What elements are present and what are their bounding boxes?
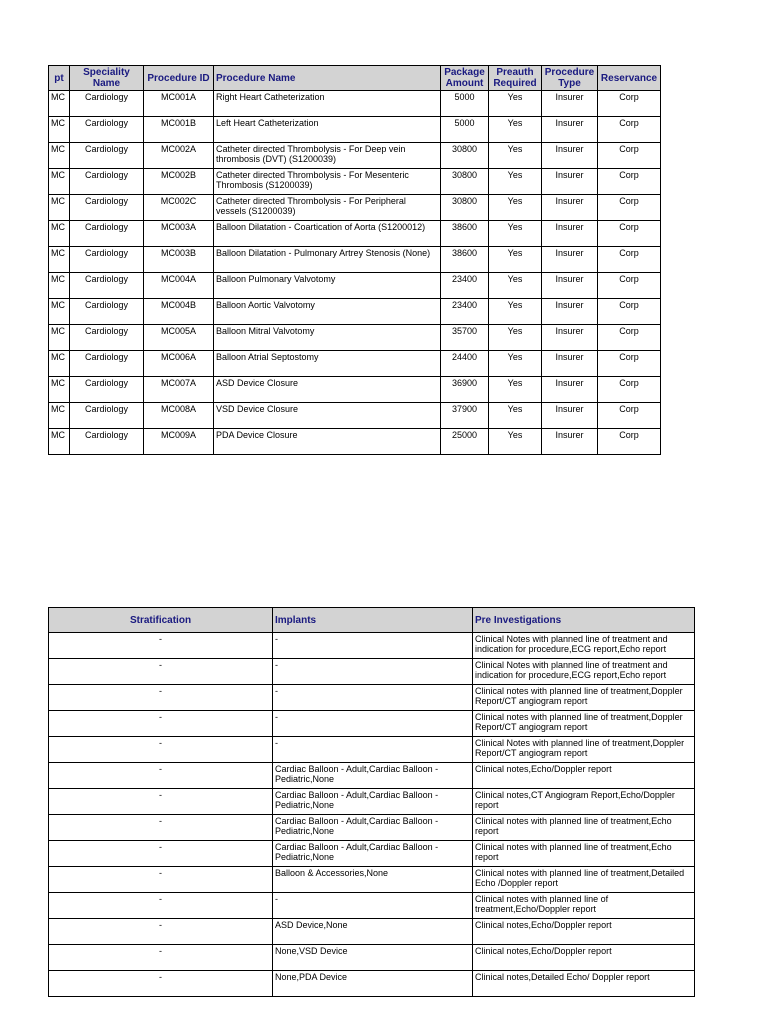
procedure-name-cell: VSD Device Closure <box>214 403 441 429</box>
procedure-id-cell: MC004A <box>144 273 214 299</box>
speciality-cell: Cardiology <box>70 195 144 221</box>
speciality-cell: Cardiology <box>70 247 144 273</box>
pt-cell: MC <box>49 195 70 221</box>
procedure-row <box>49 195 661 221</box>
pt-cell: MC <box>49 221 70 247</box>
preauth-cell: Yes <box>489 169 542 195</box>
details-row <box>49 945 695 971</box>
reservance-cell: Corp <box>598 91 661 117</box>
implants-cell: Balloon & Accessories,None <box>273 867 473 893</box>
procedure-name-cell: Catheter directed Thrombolysis - For Deep vein thrombosis (DVT) (S1200039) <box>214 143 441 169</box>
stratification-cell: - <box>49 893 273 919</box>
details-row <box>49 971 695 997</box>
pre-investigations-cell: Clinical notes,CT Angiogram Report,Echo/Doppler report <box>473 789 695 815</box>
details-row <box>49 659 695 685</box>
speciality-cell: Cardiology <box>70 221 144 247</box>
pt-cell: MC <box>49 169 70 195</box>
details-row <box>49 841 695 867</box>
package-amount-cell: 38600 <box>441 247 489 273</box>
stratification-cell: - <box>49 841 273 867</box>
details-row <box>49 711 695 737</box>
stratification-cell: - <box>49 867 273 893</box>
col-header-preauth-required: Preauth Required <box>489 66 542 91</box>
col-header-pre-investigations: Pre Investigations <box>473 608 695 633</box>
procedure-row <box>49 273 661 299</box>
procedure-row <box>49 221 661 247</box>
stratification-cell: - <box>49 945 273 971</box>
preauth-cell: Yes <box>489 273 542 299</box>
pt-cell: MC <box>49 299 70 325</box>
package-amount-cell: 25000 <box>441 429 489 455</box>
preauth-cell: Yes <box>489 299 542 325</box>
pre-investigations-cell: Clinical Notes with planned line of treatment and indication for procedure,ECG report,Echo report <box>473 659 695 685</box>
details-header-row <box>49 608 695 633</box>
stratification-cell: - <box>49 633 273 659</box>
procedure-name-cell: Balloon Dilatation - Coartication of Aorta (S1200012) <box>214 221 441 247</box>
implants-cell: Cardiac Balloon - Adult,Cardiac Balloon - Pediatric,None <box>273 763 473 789</box>
pt-cell: MC <box>49 247 70 273</box>
col-header-procedure-type: Procedure Type <box>542 66 598 91</box>
pre-investigations-cell: Clinical notes with planned line of treatment,Echo report <box>473 841 695 867</box>
pre-investigations-cell: Clinical notes,Detailed Echo/ Doppler report <box>473 971 695 997</box>
pre-investigations-cell: Clinical notes with planned line of treatment,Detailed Echo /Doppler report <box>473 867 695 893</box>
reservance-cell: Corp <box>598 195 661 221</box>
procedure-name-cell: Balloon Mitral Valvotomy <box>214 325 441 351</box>
procedure-row <box>49 299 661 325</box>
procedures-header-row <box>49 66 661 91</box>
procedure-name-cell: PDA Device Closure <box>214 429 441 455</box>
preauth-cell: Yes <box>489 91 542 117</box>
pt-cell: MC <box>49 403 70 429</box>
implants-cell: Cardiac Balloon - Adult,Cardiac Balloon - Pediatric,None <box>273 789 473 815</box>
stratification-cell: - <box>49 815 273 841</box>
preauth-cell: Yes <box>489 247 542 273</box>
speciality-cell: Cardiology <box>70 273 144 299</box>
procedure-row <box>49 117 661 143</box>
reservance-cell: Corp <box>598 117 661 143</box>
procedure-id-cell: MC004B <box>144 299 214 325</box>
procedure-id-cell: MC002B <box>144 169 214 195</box>
reservance-cell: Corp <box>598 273 661 299</box>
procedure-type-cell: Insurer <box>542 273 598 299</box>
reservance-cell: Corp <box>598 247 661 273</box>
preauth-cell: Yes <box>489 429 542 455</box>
pre-investigations-cell: Clinical notes with planned line of treatment,Echo report <box>473 815 695 841</box>
preauth-cell: Yes <box>489 143 542 169</box>
stratification-cell: - <box>49 763 273 789</box>
pt-cell: MC <box>49 429 70 455</box>
package-amount-cell: 30800 <box>441 169 489 195</box>
procedure-type-cell: Insurer <box>542 169 598 195</box>
preauth-cell: Yes <box>489 377 542 403</box>
procedure-type-cell: Insurer <box>542 221 598 247</box>
package-amount-cell: 37900 <box>441 403 489 429</box>
details-row <box>49 633 695 659</box>
package-amount-cell: 5000 <box>441 117 489 143</box>
implants-cell: Cardiac Balloon - Adult,Cardiac Balloon - Pediatric,None <box>273 815 473 841</box>
package-amount-cell: 23400 <box>441 273 489 299</box>
preauth-cell: Yes <box>489 325 542 351</box>
col-header-pt: pt <box>49 66 70 91</box>
pt-cell: MC <box>49 117 70 143</box>
procedure-row <box>49 143 661 169</box>
pt-cell: MC <box>49 377 70 403</box>
procedure-type-cell: Insurer <box>542 377 598 403</box>
implants-cell: - <box>273 893 473 919</box>
reservance-cell: Corp <box>598 403 661 429</box>
procedure-type-cell: Insurer <box>542 195 598 221</box>
details-row <box>49 737 695 763</box>
implants-cell: None,PDA Device <box>273 971 473 997</box>
procedure-type-cell: Insurer <box>542 143 598 169</box>
package-amount-cell: 30800 <box>441 143 489 169</box>
stratification-cell: - <box>49 789 273 815</box>
procedure-id-cell: MC001A <box>144 91 214 117</box>
package-amount-cell: 36900 <box>441 377 489 403</box>
procedure-row <box>49 247 661 273</box>
col-header-stratification: Stratification <box>49 608 273 633</box>
procedure-type-cell: Insurer <box>542 299 598 325</box>
stratification-cell: - <box>49 711 273 737</box>
stratification-cell: - <box>49 919 273 945</box>
speciality-cell: Cardiology <box>70 351 144 377</box>
procedure-type-cell: Insurer <box>542 429 598 455</box>
procedure-id-cell: MC002C <box>144 195 214 221</box>
preauth-cell: Yes <box>489 403 542 429</box>
package-amount-cell: 30800 <box>441 195 489 221</box>
procedure-type-cell: Insurer <box>542 91 598 117</box>
procedure-id-cell: MC003A <box>144 221 214 247</box>
speciality-cell: Cardiology <box>70 403 144 429</box>
reservance-cell: Corp <box>598 143 661 169</box>
pt-cell: MC <box>49 143 70 169</box>
reservance-cell: Corp <box>598 221 661 247</box>
col-header-procedure-id: Procedure ID <box>144 66 214 91</box>
col-header-reservance: Reservance <box>598 66 661 91</box>
procedure-type-cell: Insurer <box>542 325 598 351</box>
package-amount-cell: 24400 <box>441 351 489 377</box>
procedure-type-cell: Insurer <box>542 403 598 429</box>
pt-cell: MC <box>49 351 70 377</box>
pre-investigations-cell: Clinical Notes with planned line of treatment,Doppler Report/CT angiogram report <box>473 737 695 763</box>
speciality-cell: Cardiology <box>70 91 144 117</box>
reservance-cell: Corp <box>598 377 661 403</box>
stratification-cell: - <box>49 659 273 685</box>
reservance-cell: Corp <box>598 299 661 325</box>
procedure-row <box>49 169 661 195</box>
procedure-row <box>49 377 661 403</box>
implants-cell: Cardiac Balloon - Adult,Cardiac Balloon - Pediatric,None <box>273 841 473 867</box>
procedure-row <box>49 429 661 455</box>
implants-cell: - <box>273 711 473 737</box>
speciality-cell: Cardiology <box>70 143 144 169</box>
procedures-table <box>48 65 661 455</box>
procedure-name-cell: Left Heart Catheterization <box>214 117 441 143</box>
procedure-row <box>49 351 661 377</box>
details-row <box>49 685 695 711</box>
details-row <box>49 815 695 841</box>
details-row <box>49 893 695 919</box>
preauth-cell: Yes <box>489 117 542 143</box>
stratification-cell: - <box>49 685 273 711</box>
procedure-row <box>49 403 661 429</box>
details-table <box>48 607 695 997</box>
procedure-id-cell: MC002A <box>144 143 214 169</box>
procedure-id-cell: MC006A <box>144 351 214 377</box>
implants-cell: - <box>273 737 473 763</box>
pt-cell: MC <box>49 325 70 351</box>
details-row <box>49 919 695 945</box>
implants-cell: - <box>273 659 473 685</box>
preauth-cell: Yes <box>489 195 542 221</box>
package-amount-cell: 38600 <box>441 221 489 247</box>
speciality-cell: Cardiology <box>70 377 144 403</box>
details-row <box>49 789 695 815</box>
procedure-id-cell: MC001B <box>144 117 214 143</box>
speciality-cell: Cardiology <box>70 169 144 195</box>
procedure-name-cell: Balloon Atrial Septostomy <box>214 351 441 377</box>
pt-cell: MC <box>49 273 70 299</box>
pre-investigations-cell: Clinical notes with planned line of treatment,Echo/Doppler report <box>473 893 695 919</box>
procedure-id-cell: MC009A <box>144 429 214 455</box>
reservance-cell: Corp <box>598 169 661 195</box>
pre-investigations-cell: Clinical notes with planned line of treatment,Doppler Report/CT angiogram report <box>473 685 695 711</box>
pre-investigations-cell: Clinical notes,Echo/Doppler report <box>473 945 695 971</box>
procedure-type-cell: Insurer <box>542 117 598 143</box>
details-row <box>49 867 695 893</box>
speciality-cell: Cardiology <box>70 299 144 325</box>
procedure-name-cell: Balloon Dilatation - Pulmonary Artrey Stenosis (None) <box>214 247 441 273</box>
package-amount-cell: 35700 <box>441 325 489 351</box>
procedure-name-cell: Catheter directed Thrombolysis - For Peripheral vessels (S1200039) <box>214 195 441 221</box>
pre-investigations-cell: Clinical notes,Echo/Doppler report <box>473 763 695 789</box>
col-header-speciality-name: Speciality Name <box>70 66 144 91</box>
implants-cell: - <box>273 633 473 659</box>
pt-cell: MC <box>49 91 70 117</box>
procedure-type-cell: Insurer <box>542 247 598 273</box>
procedure-name-cell: Balloon Pulmonary Valvotomy <box>214 273 441 299</box>
package-amount-cell: 5000 <box>441 91 489 117</box>
stratification-cell: - <box>49 737 273 763</box>
col-header-package-amount: Package Amount <box>441 66 489 91</box>
pre-investigations-cell: Clinical Notes with planned line of treatment and indication for procedure,ECG report,Echo report <box>473 633 695 659</box>
pre-investigations-cell: Clinical notes,Echo/Doppler report <box>473 919 695 945</box>
implants-cell: None,VSD Device <box>273 945 473 971</box>
reservance-cell: Corp <box>598 325 661 351</box>
implants-cell: ASD Device,None <box>273 919 473 945</box>
pre-investigations-cell: Clinical notes with planned line of treatment,Doppler Report/CT angiogram report <box>473 711 695 737</box>
procedure-id-cell: MC003B <box>144 247 214 273</box>
package-amount-cell: 23400 <box>441 299 489 325</box>
col-header-implants: Implants <box>273 608 473 633</box>
stratification-cell: - <box>49 971 273 997</box>
procedure-name-cell: Balloon Aortic Valvotomy <box>214 299 441 325</box>
procedure-id-cell: MC007A <box>144 377 214 403</box>
reservance-cell: Corp <box>598 351 661 377</box>
implants-cell: - <box>273 685 473 711</box>
col-header-procedure-name: Procedure Name <box>214 66 441 91</box>
procedure-row <box>49 325 661 351</box>
speciality-cell: Cardiology <box>70 117 144 143</box>
speciality-cell: Cardiology <box>70 429 144 455</box>
reservance-cell: Corp <box>598 429 661 455</box>
procedure-id-cell: MC008A <box>144 403 214 429</box>
preauth-cell: Yes <box>489 221 542 247</box>
speciality-cell: Cardiology <box>70 325 144 351</box>
procedure-name-cell: ASD Device Closure <box>214 377 441 403</box>
details-row <box>49 763 695 789</box>
procedure-type-cell: Insurer <box>542 351 598 377</box>
preauth-cell: Yes <box>489 351 542 377</box>
procedure-id-cell: MC005A <box>144 325 214 351</box>
procedure-name-cell: Right Heart Catheterization <box>214 91 441 117</box>
procedure-name-cell: Catheter directed Thrombolysis - For Mesenteric Thrombosis (S1200039) <box>214 169 441 195</box>
procedure-row <box>49 91 661 117</box>
